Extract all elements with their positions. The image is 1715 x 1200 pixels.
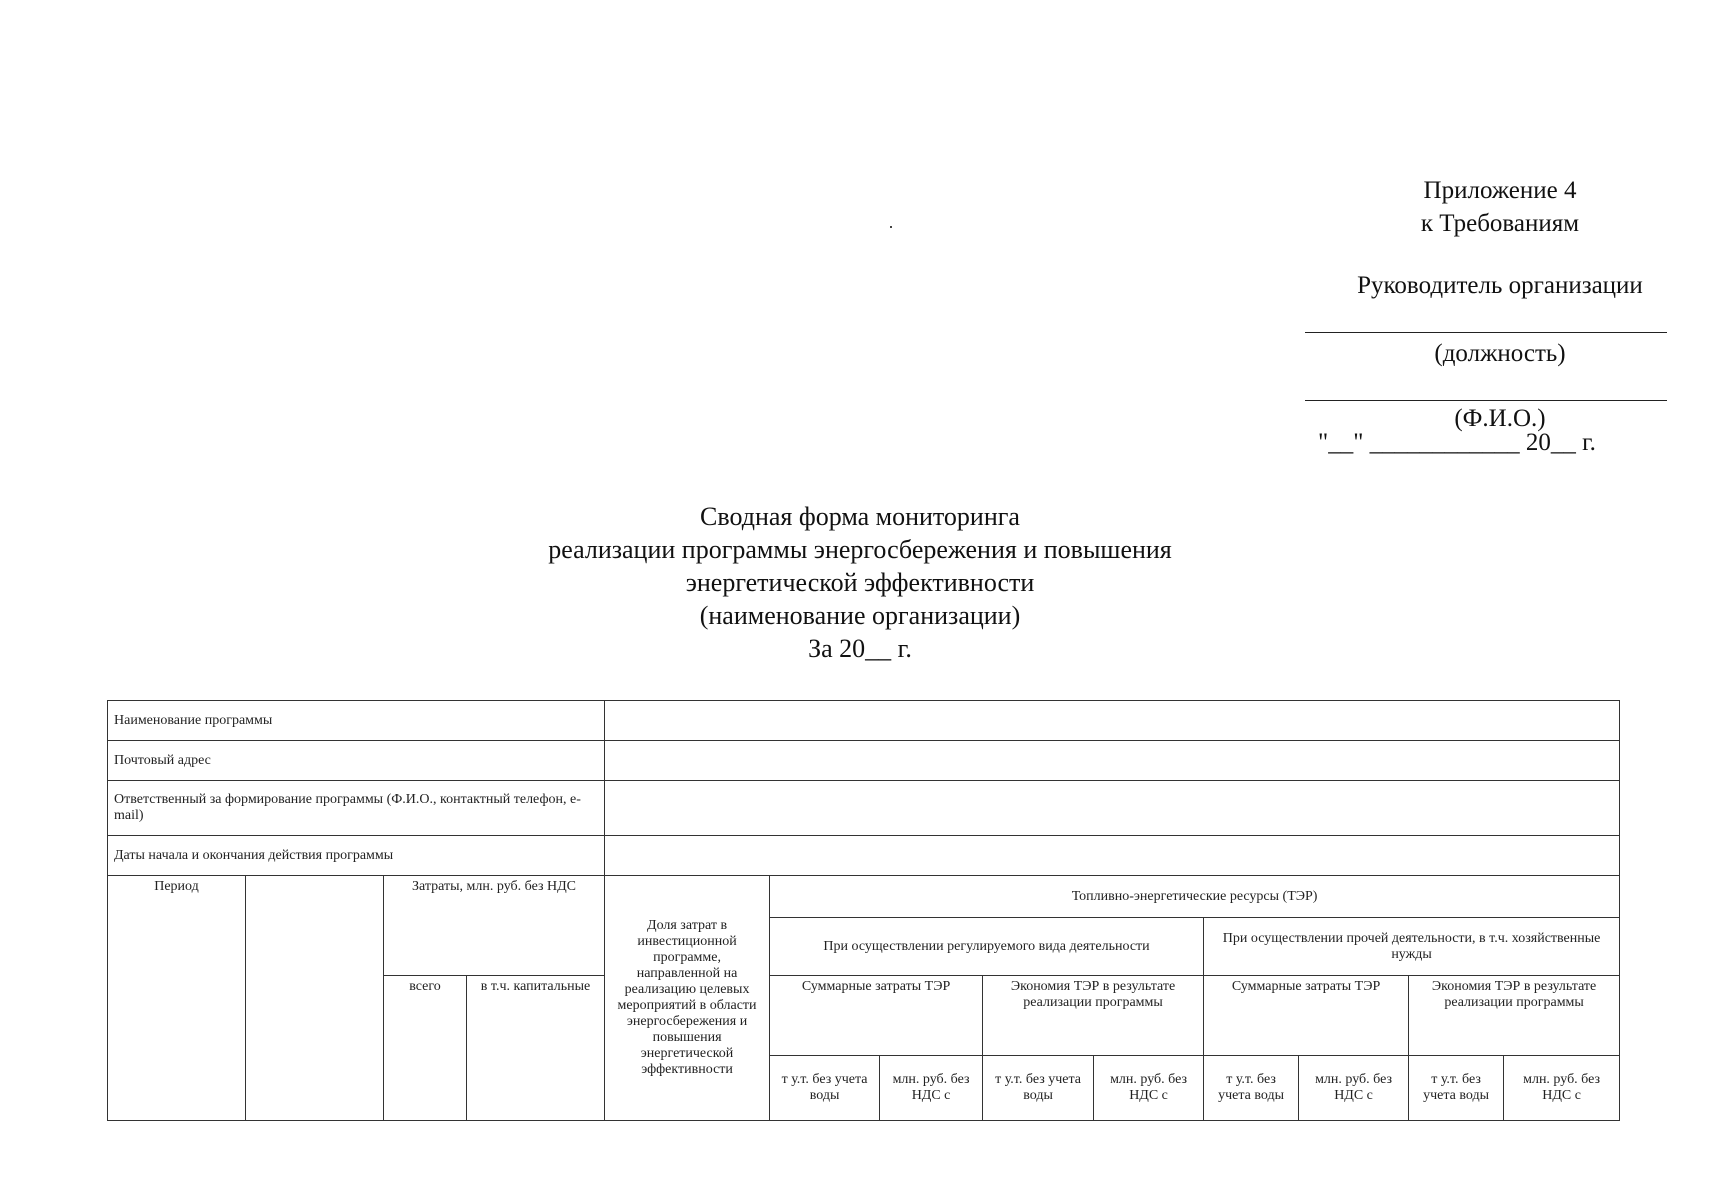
requirements-label: к Требованиям	[1420, 210, 1580, 237]
position-caption: (должность)	[1434, 340, 1566, 367]
other-activity-header: При осуществлении прочей деятельности, в т.ч. хозяйственные нужды	[1204, 918, 1620, 976]
unit-header: млн. руб. без НДС с	[1504, 1056, 1620, 1121]
info-row-address	[108, 741, 1620, 781]
name-caption: (Ф.И.О.)	[1454, 405, 1546, 432]
title-line-5: За 20__ г.	[808, 634, 912, 663]
appendix-label: Приложение 4	[1423, 177, 1577, 204]
info-row-program	[108, 701, 1620, 741]
approval-date-line: "__" ____________ 20__ г.	[1318, 429, 1596, 456]
investment-share-header: Доля затрат в инвестиционной программе, направленной на реализацию целевых мероприятий в области энергосбережения и повышения энергетической эффективности	[605, 876, 770, 1121]
costs-capital-header: в т.ч. капитальные	[467, 976, 605, 1121]
monitoring-table	[107, 700, 1620, 1121]
form-title	[440, 500, 1280, 665]
unit-header: т у.т. без учета воды	[1204, 1056, 1299, 1121]
savings-ter-other-header: Экономия ТЭР в результате реализации программы	[1409, 976, 1620, 1056]
info-row-responsible	[108, 781, 1620, 836]
name-signature-line[interactable]	[1305, 400, 1667, 401]
title-line-1: Сводная форма мониторинга	[700, 502, 1020, 531]
responsible-label: Ответственный за формирование программы (Ф.И.О., контактный телефон, e-mail)	[108, 781, 605, 836]
unit-header: млн. руб. без НДС с	[880, 1056, 983, 1121]
title-line-4: (наименование организации)	[699, 601, 1021, 630]
position-signature-line[interactable]	[1305, 332, 1667, 333]
program-dates-value[interactable]	[605, 836, 1620, 876]
postal-address-value[interactable]	[605, 741, 1620, 781]
total-cost-ter-header: Суммарные затраты ТЭР	[770, 976, 983, 1056]
postal-address-label: Почтовый адрес	[108, 741, 605, 781]
info-row-dates	[108, 836, 1620, 876]
head-of-org-label: Руководитель организации	[1357, 272, 1643, 299]
unit-header: т у.т. без учета воды	[770, 1056, 880, 1121]
unit-header: т у.т. без учета воды	[1409, 1056, 1504, 1121]
title-line-3: энергетической эффективности	[685, 568, 1035, 597]
costs-header: Затраты, млн. руб. без НДС	[384, 876, 605, 976]
header-row-1	[108, 876, 1620, 918]
program-name-value[interactable]	[605, 701, 1620, 741]
regulated-activity-header: При осуществлении регулируемого вида деятельности	[770, 918, 1204, 976]
scan-dot	[890, 226, 892, 228]
costs-total-header: всего	[384, 976, 467, 1121]
unit-header: т у.т. без учета воды	[983, 1056, 1094, 1121]
program-name-label: Наименование программы	[108, 701, 605, 741]
fuel-resources-header: Топливно-энергетические ресурсы (ТЭР)	[770, 876, 1620, 918]
unit-header: млн. руб. без НДС с	[1299, 1056, 1409, 1121]
responsible-value[interactable]	[605, 781, 1620, 836]
savings-ter-header: Экономия ТЭР в результате реализации программы	[983, 976, 1204, 1056]
period-header: Период	[108, 876, 246, 1121]
blank-header-cell	[246, 876, 384, 1121]
title-line-2: реализации программы энергосбережения и повышения	[548, 535, 1172, 564]
program-dates-label: Даты начала и окончания действия программы	[108, 836, 605, 876]
total-cost-ter-other-header: Суммарные затраты ТЭР	[1204, 976, 1409, 1056]
unit-header: млн. руб. без НДС с	[1094, 1056, 1204, 1121]
